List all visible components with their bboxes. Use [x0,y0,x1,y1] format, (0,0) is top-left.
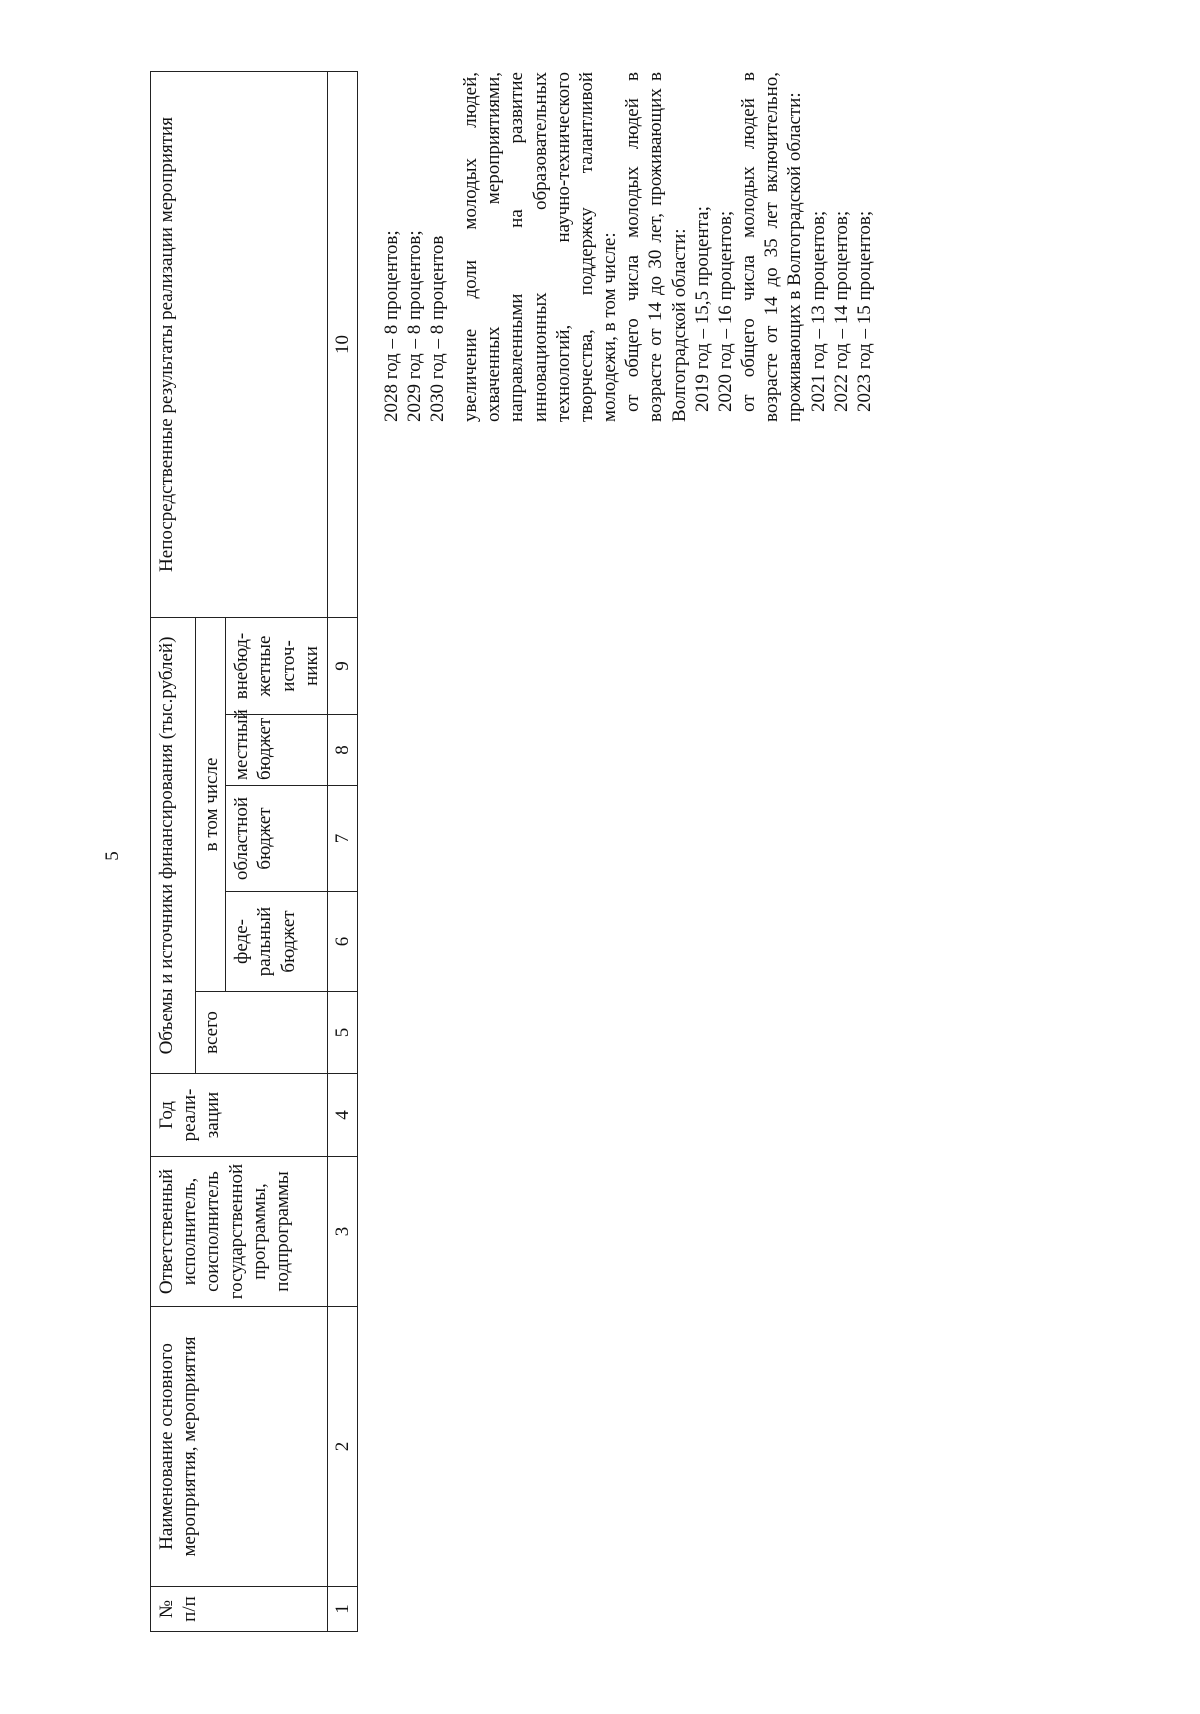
column-number: 5 [327,992,357,1074]
percent-line: 2023 год – 15 процентов; [853,210,875,412]
page-number: 5 [101,851,123,861]
column-number: 7 [327,786,357,892]
percent-line: 2022 год – 14 процентов; [830,210,852,412]
header-regional-budget: областной бюджет [226,786,328,892]
header-local-budget: местный бюджет [226,715,328,786]
percent-line: 2020 год – 16 процентов; [714,210,736,412]
column-number: 8 [327,715,357,786]
header-results: Непосредственные результаты реализации мероприятия [151,71,328,617]
column-number: 1 [327,1587,357,1632]
header-executor: Ответственный исполнитель, соисполнитель государственной программы, подпрограммы [151,1157,328,1307]
percent-line: 2019 год – 15,5 процента; [691,206,713,412]
program-table [150,71,358,1632]
column-number: 2 [327,1307,357,1587]
header-including: в том числе [196,617,226,991]
percent-line: 2021 год – 13 процентов; [807,210,829,412]
column-number: 6 [327,892,357,992]
header-financing: Объемы и источники финансирования (тыс.рублей) [151,617,196,1073]
column-number: 9 [327,617,357,714]
result-group-14-30: от общего числа молодых людей в возрасте от 14 до 30 лет, проживающих в Волгоградской области: [622,72,690,422]
result-intro: увеличение доли молодых людей, охваченных мероприятиями, направленными на развитие инновационных образовательных технологий, научно-технического творчества, поддержку талантливой молодежи, в том числе: [460,72,621,422]
header-extrabudgetary: внебюд-жетные источ-ники [226,617,328,714]
header-activity-name: Наименование основного мероприятия, мероприятия [151,1307,328,1587]
percent-line: 2030 год – 8 процентов [427,235,449,422]
column-number: 3 [327,1157,357,1307]
result-group-14-35: от общего числа молодых людей в возрасте от 14 до 35 лет включительно, проживающих в Волгоградской области: [738,72,806,422]
header-year: Год реали-зации [151,1074,328,1157]
continued-percentages [380,230,450,422]
percent-line: 2029 год – 8 процентов; [404,230,426,422]
result-description [459,72,876,422]
header-number: № п/п [151,1587,328,1632]
column-number: 10 [327,71,357,617]
header-federal-budget: феде-ральный бюджет [226,892,328,992]
percent-line: 2028 год – 8 процентов; [381,230,402,422]
column-number: 4 [327,1074,357,1157]
rotated-document-body [150,72,1050,1632]
header-total: всего [196,992,328,1074]
